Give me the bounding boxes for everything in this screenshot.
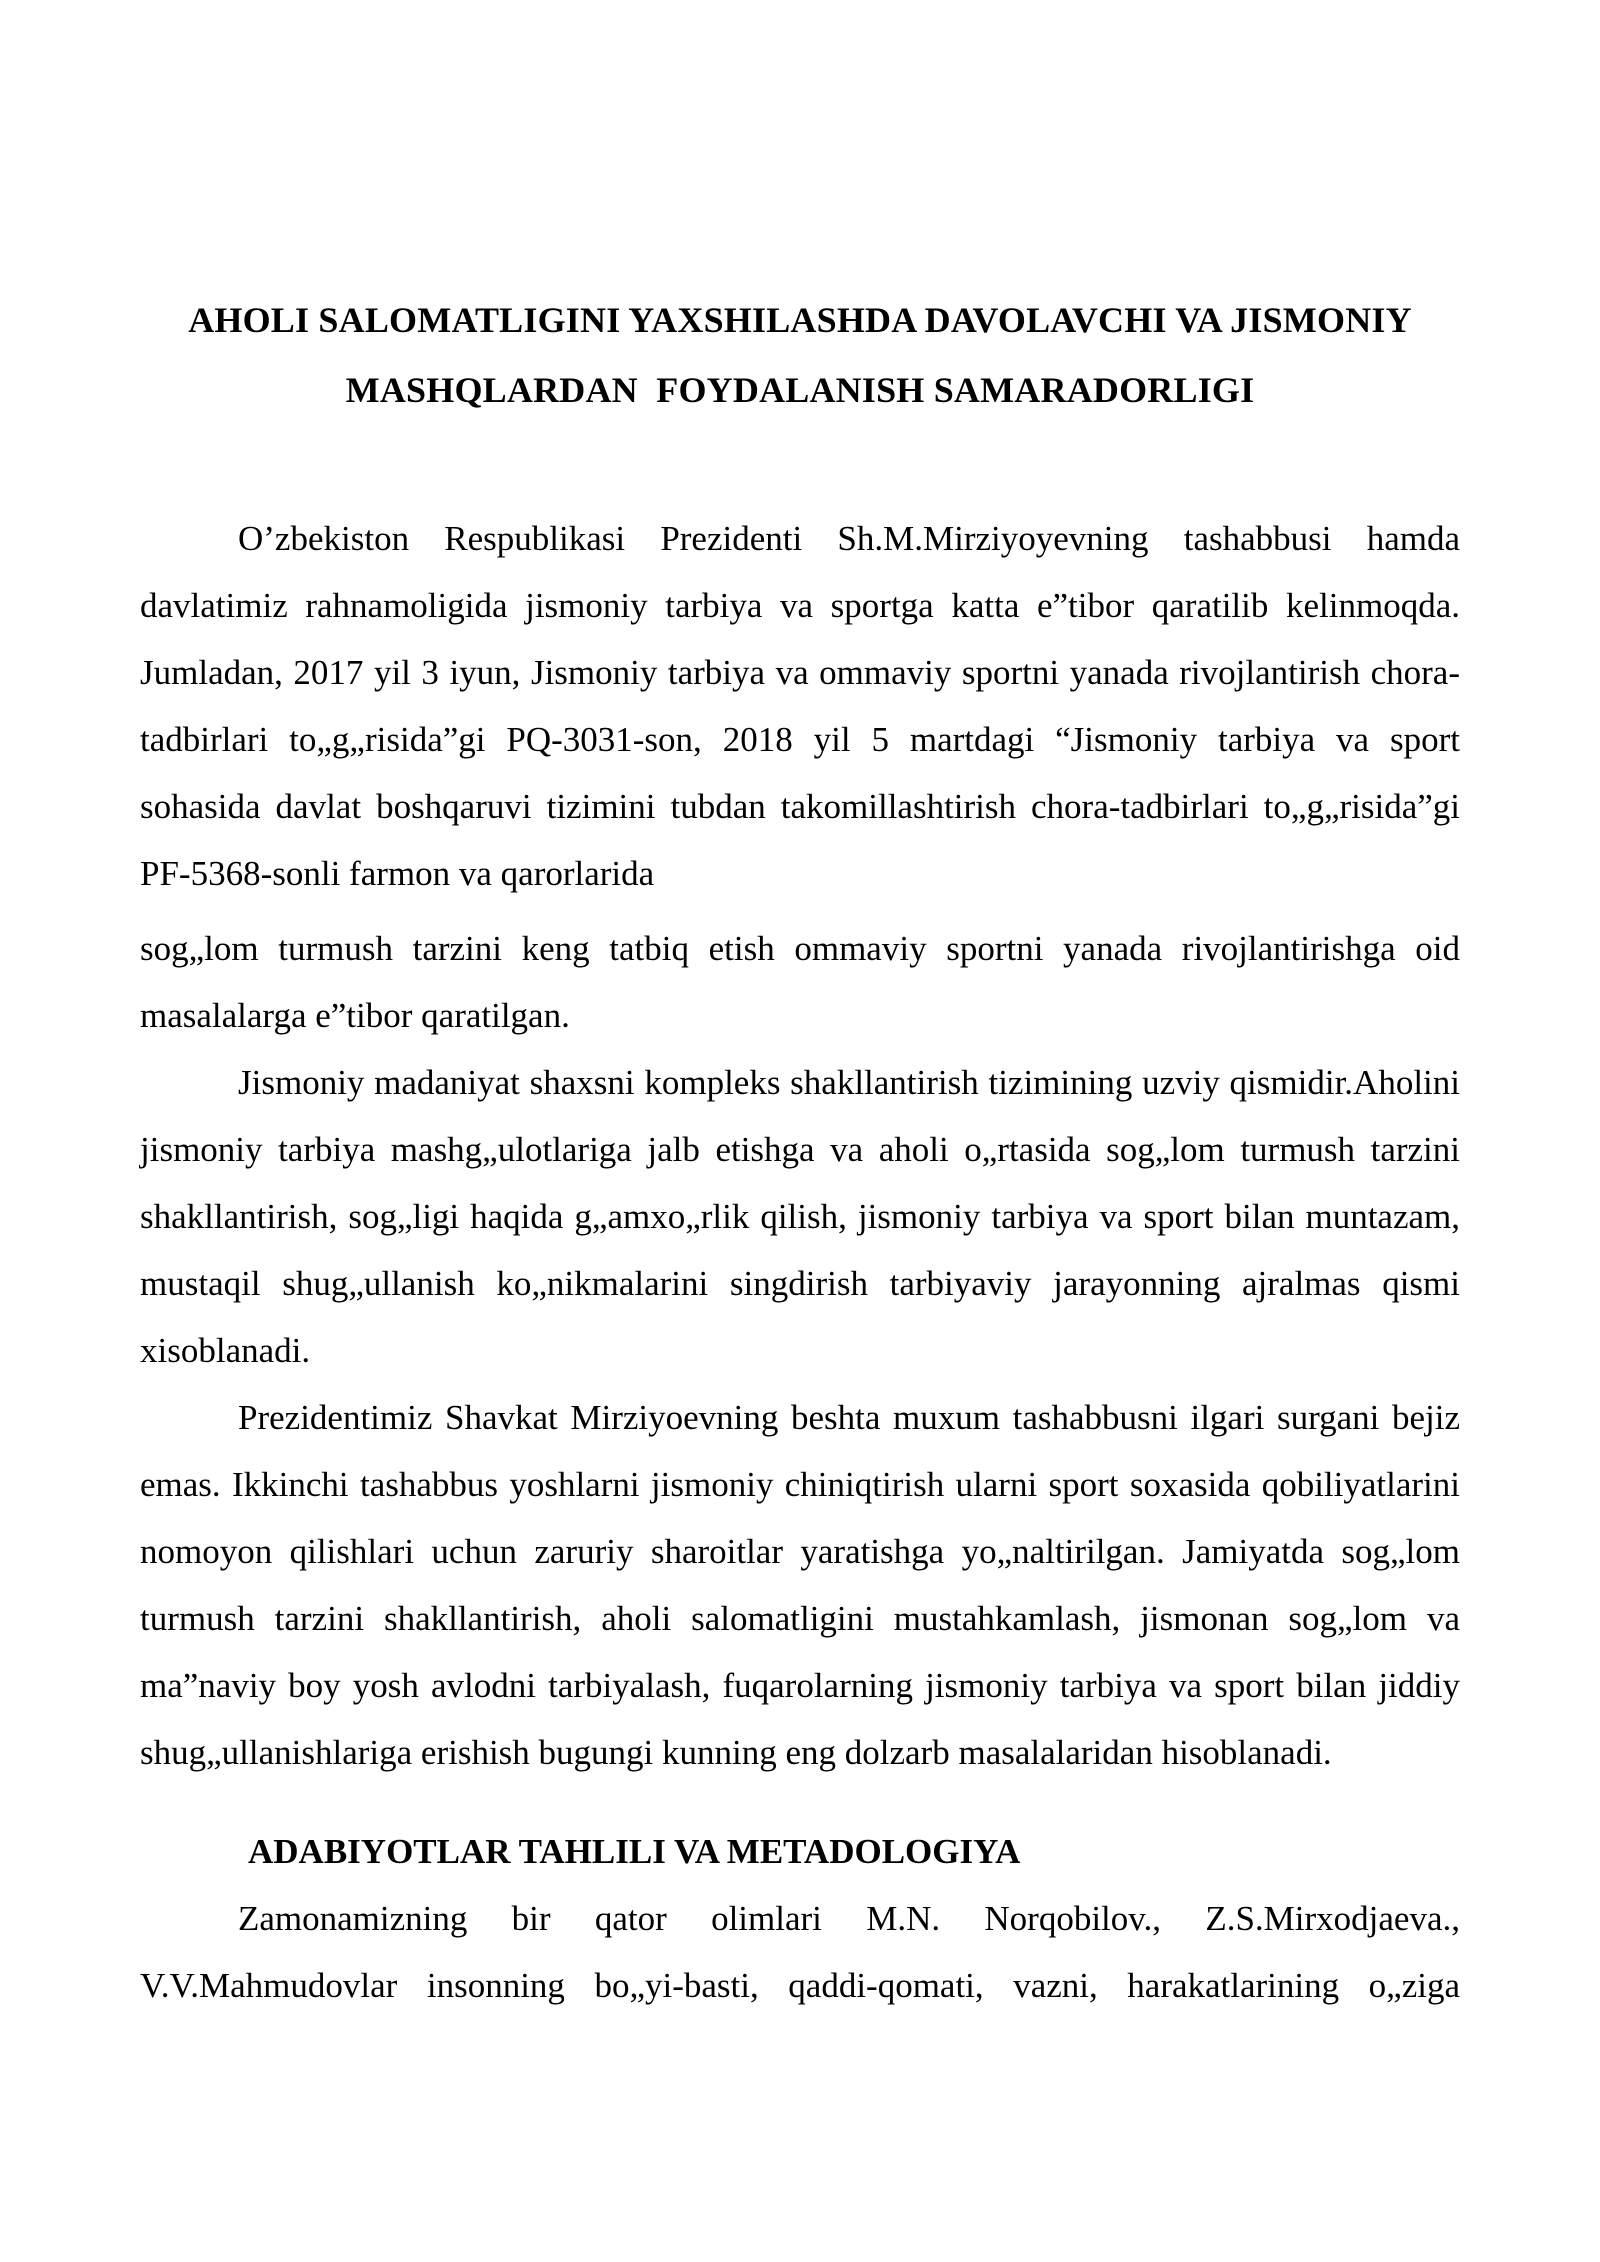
paragraph-physical-culture: Jismoniy madaniyat shaxsni kompleks shakllantirish tizimining uzviy qismidir.Aholini jismoniy tarbiya mashg„ulotlariga jalb etishga va aholi o„rtasida sog„lom turmush tarzini shakllantirish, sog„ligi haqida g„amxo„rlik qilish, jismoniy tarbiya va sport bilan muntazam, mustaqil shug„ullanish ko„nikmalarini singdirish tarbiyaviy jarayonning ajralmas qismi xisoblanadi. (140, 1063, 1460, 1370)
document-title-line-2: MASHQLARDAN FOYDALANISH SAMARADORLIGI (345, 370, 1255, 410)
paragraph-president-initiatives: Prezidentimiz Shavkat Mirziyoevning beshta muxum tashabbusni ilgari surgani bejiz emas. Ikkinchi tashabbus yoshlarni jismoniy chiniqtirish ularni sport soxasida qobiliyatlarini nomoyon qilishlari uchun zaruriy sharoitlar yaratishga yo„naltirilgan. Jamiyatda sog„lom turmush tarzini shakllantirish, aholi salomatligini mustahkamlash, jismonan sog„lom va ma”naviy boy yosh avlodni tarbiyalash, fuqarolarning jismoniy tarbiya va sport bilan jiddiy shug„ullanishlariga erishish bugungi kunning eng dolzarb masalalaridan hisoblanadi. (140, 1398, 1460, 1772)
paragraph-intro-continuation: sog„lom turmush tarzini keng tatbiq etish ommaviy sportni yanada rivojlantirishga oid masalalarga e”tibor qaratilgan. (140, 929, 1460, 1035)
paragraph-intro-decrees: O’zbekiston Respublikasi Prezidenti Sh.M.Mirziyoyevning tashabbusi hamda davlatimiz rahnamoligida jismoniy tarbiya va sportga katta e”tibor qaratilib kelinmoqda. Jumladan, 2017 yil 3 iyun, Jismoniy tarbiya va ommaviy sportni yanada rivojlantirish chora-tadbirlari to„g„risida”gi PQ-3031-son, 2018 yil 5 martdagi “Jismoniy tarbiya va sport sohasida davlat boshqaruvi tizimini tubdan takomillashtirish chora-tadbirlari to„g„risida”gi PF-5368-sonli farmon va qarorlarida (140, 519, 1460, 893)
paragraph-literature-review: Zamonamizning bir qator olimlari M.N. Norqobilov., Z.S.Mirxodjaeva., V.V.Mahmudovlar insonning bo„yi-basti, qaddi-qomati, vazni, harakatlarining o„ziga (140, 1899, 1460, 2005)
document-title (140, 285, 1460, 425)
section-heading-literature-methodology: ADABIYOTLAR TAHLILI VA METADOLOGIYA (248, 1832, 1021, 1871)
document-title-line-1: AHOLI SALOMATLIGINI YAXSHILASHDA DAVOLAVCHI VA JISMONIY (188, 300, 1412, 340)
